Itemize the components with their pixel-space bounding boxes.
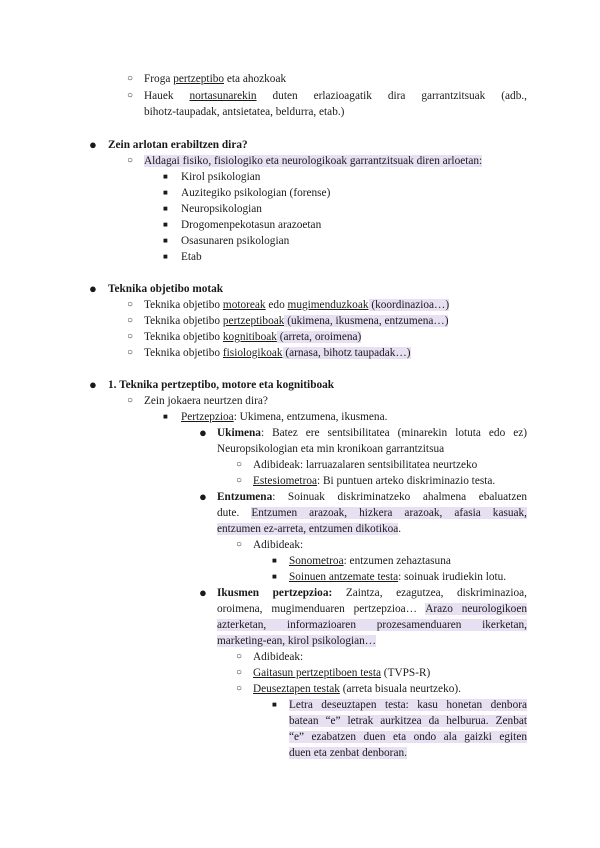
circle-bullet-icon: ○: [127, 155, 134, 166]
list-item: Hauek nortasunarekin duten erlazioagatik dira garrantzitsuak (adb.,: [144, 90, 527, 102]
list-item: Teknika objetibo fisiologikoak (arnasa, bihotz taupadak…): [144, 347, 411, 359]
list-item: Froga pertzeptibo eta ahozkoak: [144, 73, 287, 85]
circle-bullet-icon: ○: [127, 347, 134, 358]
circle-bullet-icon: ○: [236, 459, 243, 470]
list-item: Auzitegiko psikologian (forense): [181, 187, 331, 199]
circle-bullet-icon: ○: [236, 475, 243, 486]
bullet-icon: ●: [89, 377, 97, 392]
list-item: Entzumena: Soinuak diskriminatzeko ahalmena ebaluatzen: [217, 491, 527, 503]
circle-bullet-icon: ○: [127, 315, 134, 326]
square-bullet-icon: ■: [272, 700, 277, 709]
list-item: Gaitasun pertzeptiboen testa (TVPS-R): [253, 667, 431, 679]
list-item: Teknika objetibo kognitiboak (arreta, oroimena): [144, 331, 362, 343]
list-item-continuation: azterketan, informazioaren prozesamenduaren ikerketan,: [217, 619, 527, 631]
square-bullet-icon: ■: [163, 220, 168, 229]
list-item: Osasunaren psikologian: [181, 235, 290, 247]
circle-bullet-icon: ○: [236, 651, 243, 662]
list-item-continuation: “e” ezabatzen duen eta ondo ala gaizki egiten: [289, 731, 527, 743]
list-item: Letra deseuztapen testa: kasu honetan denbora: [289, 699, 527, 711]
list-item: Soinuen antzemate testa: soinuak irudiekin lotu.: [289, 571, 507, 583]
list-item-continuation: oroimena, mugimenduaren pertzepzioa… Arazo neurologikoen: [217, 603, 527, 615]
square-bullet-icon: ■: [163, 252, 168, 261]
list-item: Drogomenpekotasun arazoetan: [181, 219, 322, 231]
list-item: Estesiometroa: Bi puntuen arteko diskriminazio testa.: [253, 475, 496, 487]
list-item: Kirol psikologian: [181, 171, 261, 183]
square-bullet-icon: ■: [272, 572, 277, 581]
list-item: Aldagai fisiko, fisiologiko eta neurologikoak garrantzitsuak diren arloetan:: [144, 155, 483, 167]
list-item: Zein jokaera neurtzen dira?: [144, 395, 268, 407]
square-bullet-icon: ■: [163, 236, 168, 245]
circle-bullet-icon: ○: [236, 683, 243, 694]
list-item: Neuropsikologian: [181, 203, 262, 215]
circle-bullet-icon: ○: [127, 395, 134, 406]
square-bullet-icon: ■: [163, 172, 168, 181]
list-item: Teknika objetibo pertzeptiboak (ukimena, ikusmena, entzumena…): [144, 315, 449, 327]
list-item: Pertzepzioa: Ukimena, entzumena, ikusmena.: [181, 411, 388, 423]
list-item: Ukimena: Batez ere sentsibilitatea (minarekin lotuta edo ez): [217, 427, 527, 439]
bullet-icon: ●: [89, 281, 97, 296]
circle-bullet-icon: ○: [127, 73, 134, 84]
list-item-continuation: marketing-ean, kirol psikologian…: [217, 635, 377, 647]
list-item-continuation: bihotz-taupadak, antsietatea, beldurra, etab.): [144, 106, 345, 118]
bullet-icon: ●: [199, 425, 207, 440]
section-title: Zein arlotan erabiltzen dira?: [108, 139, 248, 151]
list-item: Ikusmen pertzepzioa: Zaintza, ezagutzea, diskriminazioa,: [217, 587, 527, 599]
circle-bullet-icon: ○: [127, 299, 134, 310]
bullet-icon: ●: [199, 489, 207, 504]
list-item: Deuseztapen testak (arreta bisuala neurtzeko).: [253, 683, 461, 695]
circle-bullet-icon: ○: [236, 667, 243, 678]
circle-bullet-icon: ○: [236, 539, 243, 550]
list-item: Adibideak:: [253, 539, 304, 551]
list-item-continuation: entzumen ez-arreta, entzumen dikotikoa.: [217, 523, 402, 535]
list-item: Adibideak: larruazalaren sentsibilitatea neurtzeko: [253, 459, 478, 471]
bullet-icon: ●: [199, 585, 207, 600]
list-item-continuation: Neuropsikologian eta min kronikoan garrantzitsua: [217, 443, 445, 455]
list-item-continuation: batean “e” letrak aurkitzea da helburua. Zenbat: [289, 715, 527, 727]
list-item-continuation: duen eta zenbat denboran.: [289, 747, 407, 759]
circle-bullet-icon: ○: [127, 90, 134, 101]
circle-bullet-icon: ○: [127, 331, 134, 342]
square-bullet-icon: ■: [272, 556, 277, 565]
bullet-icon: ●: [89, 137, 97, 152]
square-bullet-icon: ■: [163, 412, 168, 421]
list-item-continuation: dute. Entzumen arazoak, hizkera arazoak, afasia kasuak,: [217, 507, 527, 519]
list-item: Adibideak:: [253, 651, 304, 663]
square-bullet-icon: ■: [163, 188, 168, 197]
list-item: Teknika objetibo motoreak edo mugimenduzkoak (koordinazioa…): [144, 299, 450, 311]
section-title: Teknika objetibo motak: [108, 283, 224, 295]
list-item: Etab: [181, 251, 202, 263]
list-item: Sonometroa: entzumen zehaztasuna: [289, 555, 451, 567]
section-title: 1. Teknika pertzeptibo, motore eta kognitiboak: [108, 379, 335, 391]
square-bullet-icon: ■: [163, 204, 168, 213]
